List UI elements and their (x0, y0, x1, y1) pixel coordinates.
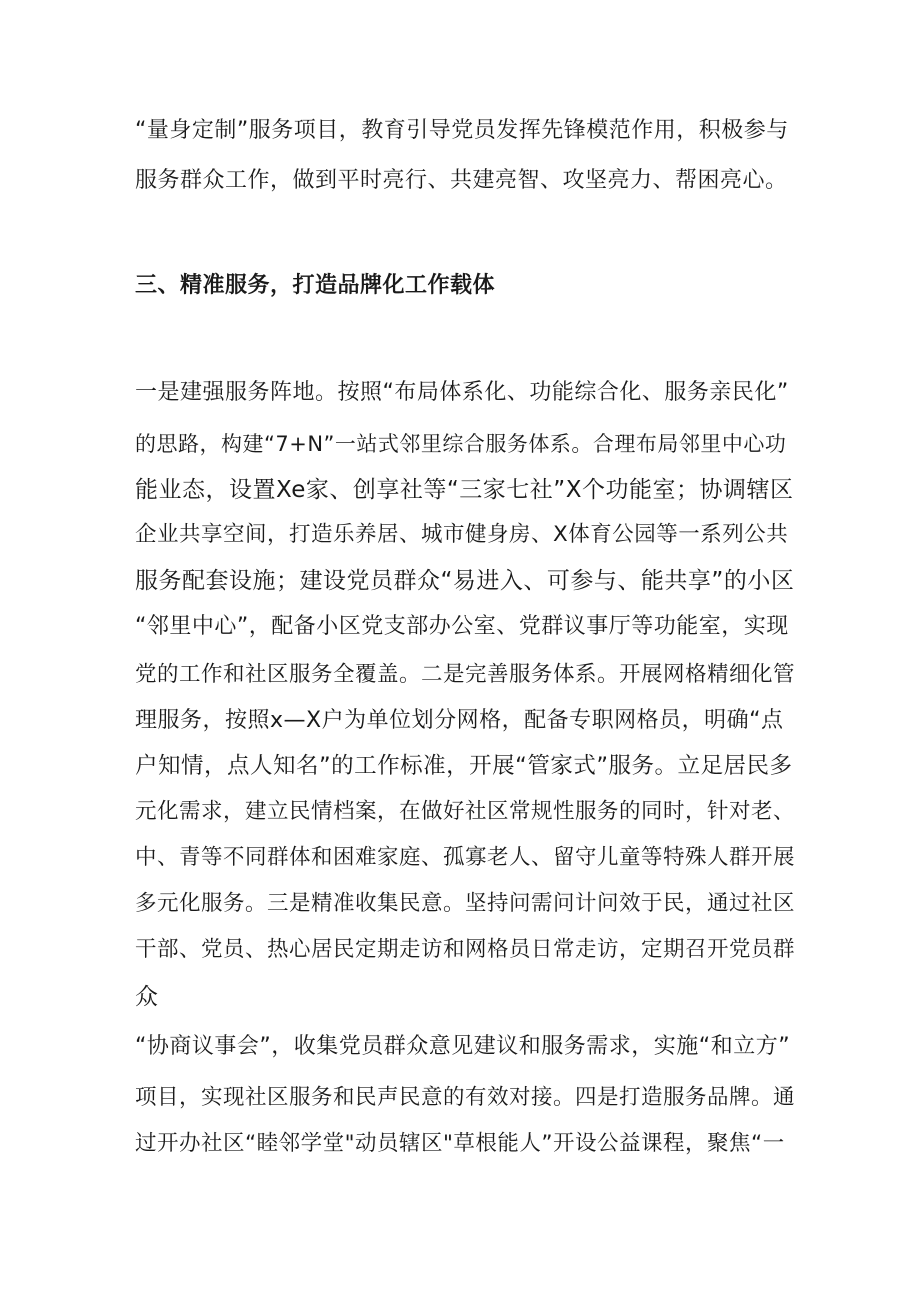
body-line-7: 党的工作和社区服务全覆盖。二是完善服务体系。开展网格精细化管 (135, 662, 796, 687)
body-line-11: 中、青等不同群体和困难家庭、孤寡老人、留守儿童等特殊人群开展 (135, 845, 796, 870)
body-line-13: 干部、党员、热心居民定期走访和网格员日常走访，定期召开党员群 (135, 937, 796, 962)
body-line-17: 过开办社区“睦邻学堂"动员辖区"草根能人”开设公益课程，聚焦“一 (135, 1131, 785, 1156)
body-line-15: “协商议事会”，收集党员群众意见建议和服务需求，实施“和立方” (135, 1034, 791, 1059)
body-line-10: 元化需求，建立民情档案，在做好社区常规性服务的同时，针对老、 (135, 799, 796, 824)
body-line-16: 项目，实现社区服务和民声民意的有效对接。四是打造服务品牌。通 (135, 1085, 796, 1110)
body-line-14: 众 (135, 984, 159, 1010)
intro-line-1: “量身定制”服务项目，教育引导党员发挥先锋模范作用，积极参与 (135, 118, 789, 143)
body-line-9: 户知情，点人知名”的工作标准，开展“管家式”服务。立足居民多 (135, 753, 793, 779)
body-line-5: 服务配套设施；建设党员群众“易进入、可参与、能共享”的小区 (135, 568, 795, 594)
body-line-6: “邻里中心”，配备小区党支部办公室、党群议事厅等功能室，实现 (135, 614, 789, 639)
body-line-2: 的思路，构建“7+N”一站式邻里综合服务体系。合理布局邻里中心功 (135, 432, 787, 456)
intro-line-2: 服务群众工作，做到平时亮行、共建亮智、攻坚亮力、帮困亮心。 (135, 168, 788, 193)
body-line-3: 能业态，设置Xe家、创享社等“三家七社”X个功能室；协调辖区 (135, 477, 794, 503)
body-line-1: 一是建强服务阵地。按照“布局体系化、功能综合化、服务亲民化” (135, 380, 789, 405)
body-line-4: 企业共享空间，打造乐养居、城市健身房、X体育公园等一系列公共 (135, 522, 789, 547)
section-heading: 三、精准服务，打造品牌化工作载体 (135, 273, 496, 298)
body-line-8: 理服务，按照x—X户为单位划分网格，配备专职网格员，明确“点 (135, 708, 784, 733)
body-line-12: 多元化服务。三是精准收集民意。坚持问需问计问效于民，通过社区 (135, 891, 796, 916)
